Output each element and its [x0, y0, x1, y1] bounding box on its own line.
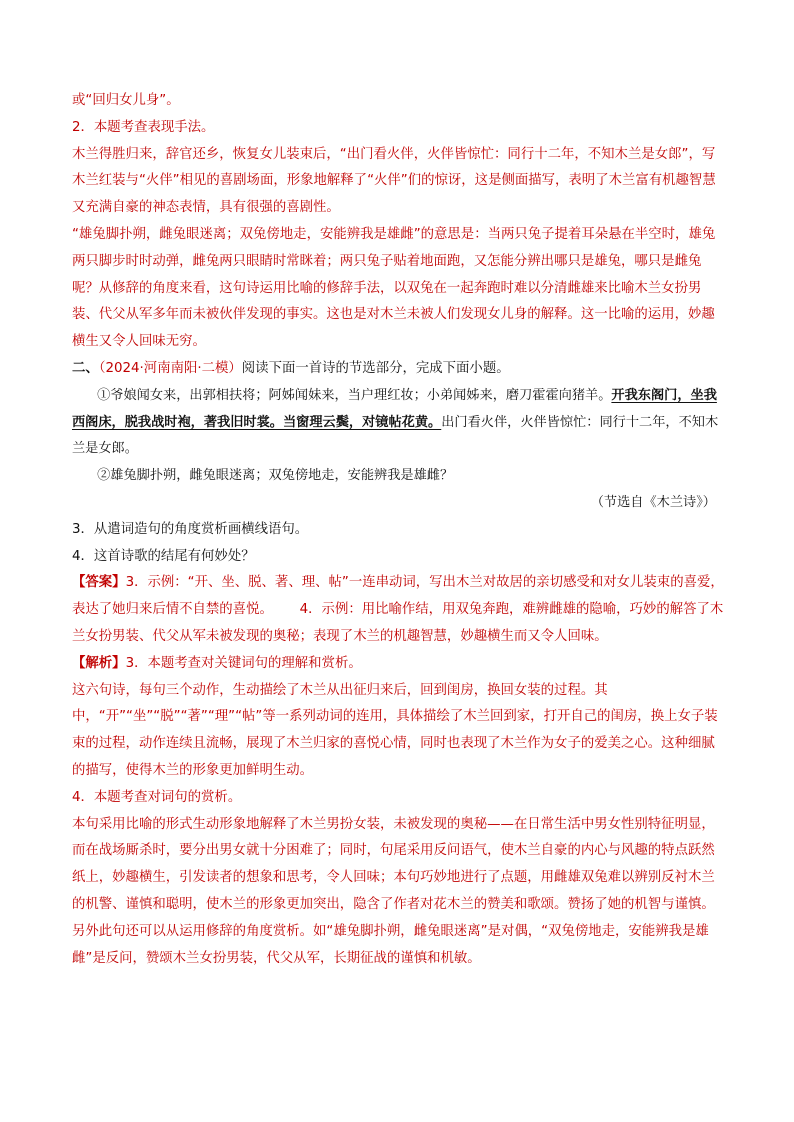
- poem-underlined-text: 开我东阁门，坐我西阁床，脱我战时袍，著我旧时裳。当窗理云鬓，对镜帖花黄。: [72, 387, 717, 430]
- poem-text: ①爷娘闻女来，出郭相扶将；阿姊闻妹来，当户理红妆；小弟闻姊来，磨刀霍霍向猪羊。: [97, 387, 612, 403]
- question-source: （2024·河南南阳·二模）: [98, 360, 242, 376]
- question-number: 二、: [72, 360, 99, 376]
- question-3: 3．从遣词造句的角度赏析画横线语句。: [72, 521, 309, 537]
- answer-paragraph: [72, 570, 724, 650]
- explanation-tag: 【解析】: [72, 655, 126, 671]
- answer-tag: 【答案】: [72, 575, 126, 591]
- document-body: [72, 88, 724, 972]
- poem-stanza-1: [72, 383, 724, 463]
- answer-line: 或“回归女儿身”。: [72, 93, 180, 108]
- question-4: 4．这首诗歌的结尾有何妙处？: [72, 548, 255, 564]
- question-heading: [72, 356, 724, 383]
- analysis-paragraph: “雄兔脚扑朔，雌兔眼迷离；双兔傍地走，安能辨我是雄雌”的意思是：当两只兔子提着耳朵悬在半空时，雄兔两只脚步时时动弹，雌兔两只眼睛时常眯着；两只兔子贴着地面跑，又怎能分辨出哪只是雄兔，哪只是雌兔呢？从修辞的角度来看，这句诗运用比喻的修辞手法，以双兔在一起奔跑时难以分清雌雄来比喻木兰女扮男装、代父从军多年而未被伙伴发现的事实。这也是对木兰未被人们发现女儿身的解释。这一比喻的运用，妙趣横生又令人回味无穷。: [72, 226, 716, 350]
- explanation-paragraph: 另外此句还可以从运用修辞的角度赏析。如“雄兔脚扑朔，雌兔眼迷离”是对偶，“双兔傍地走，安能辨我是雄雌”是反问，赞颂木兰女扮男装，代父从军，长期征战的谨慎和机敏。: [72, 923, 709, 966]
- explanation-text: 3．本题考查对关键词句的理解和赏析。: [125, 655, 362, 671]
- answer-text: 4．示例：用比喻作结，用双兔奔跑，难辨雌雄的隐喻，巧妙的解答了木兰女扮男装、代父从军未被发现的奥秘；表现了木兰的机趣智慧，妙趣横生而又令人回味。: [72, 602, 724, 644]
- analysis-paragraph: 木兰得胜归来，辞官还乡，恢复女儿装束后，“出门看火伴，火伴皆惊忙：同行十二年，不知木兰是女郎”，写木兰红装与“火伴”相见的喜剧场面，形象地解释了“火伴”们的惊讶，这是侧面描写，表明了木兰富有机趣智慧又充满自豪的神态表情，具有很强的喜剧性。: [72, 146, 716, 216]
- question-instruction: 阅读下面一首诗的节选部分，完成下面小题。: [241, 360, 510, 376]
- explanation-paragraph: 本句采用比喻的形式生动形象地解释了木兰男扮女装，未被发现的奥秘——在日常生活中男女性别特征明显，而在战场厮杀时，要分出男女就十分困难了；同时，句尾采用反问语气，使木兰自豪的内心与风趣的特点跃然纸上，妙趣横生，引发读者的想象和思考，令人回味；本句巧妙地进行了点题，用雌雄双兔难以辨别反衬木兰的机警、谨慎和聪明，使木兰的形象更加突出，隐含了作者对花木兰的赞美和歌颂。赞扬了她的机智与谨慎。: [72, 816, 715, 912]
- explanation-heading: 4．本题考查对词句的赏析。: [72, 789, 242, 805]
- poem-source: （节选自《木兰诗》）: [590, 494, 716, 510]
- answer-text: 3．示例：“开、坐、脱、著、理、帖”一连串动词，写出木兰对故居的亲切感受和对女儿装束的喜爱，表达了她归来后情不自禁的喜悦。: [72, 575, 724, 618]
- analysis-heading: 2．本题考查表现手法。: [72, 119, 215, 135]
- poem-stanza-2: ②雄兔脚扑朔，雌兔眼迷离；双兔傍地走，安能辨我是雄雌？: [97, 468, 454, 484]
- explanation-heading: [72, 651, 724, 678]
- explanation-paragraph: 这六句诗，每句三个动作，生动描绘了木兰从出征归来后，回到闺房，换回女装的过程。其中，“开”“坐”“脱”“著”“理”“帖”等一系列动词的连用，具体描绘了木兰回到家，打开自己的闺房，换上女子装束的过程，动作连续且流畅，展现了木兰归家的喜悦心情，同时也表现了木兰作为女子的爱美之心。这种细腻的描写，使得木兰的形象更加鲜明生动。: [72, 682, 718, 778]
- poem-text: 出门看火伴，火伴皆惊忙：同行十二年，不知木兰是女郎。: [72, 414, 719, 457]
